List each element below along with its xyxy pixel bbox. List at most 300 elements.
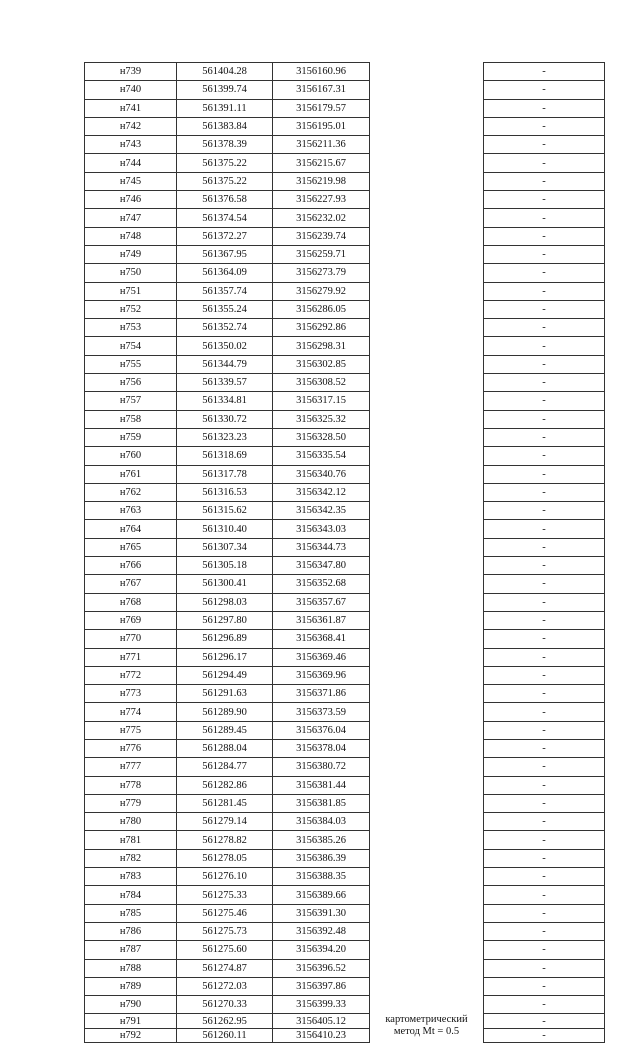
dash-cell: - <box>484 136 605 154</box>
y-coordinate-cell: 3156357.67 <box>273 593 370 611</box>
y-coordinate-cell: 3156399.33 <box>273 996 370 1014</box>
dash-cell: - <box>484 557 605 575</box>
dash-cell: - <box>484 374 605 392</box>
table-row <box>85 520 605 538</box>
determination-method-cell <box>370 264 484 282</box>
y-coordinate-cell: 3156381.44 <box>273 776 370 794</box>
point-name-cell: н783 <box>85 868 177 886</box>
determination-method-cell <box>370 904 484 922</box>
x-coordinate-cell: 561310.40 <box>177 520 273 538</box>
method-line-2: метод Mt = 0.5 <box>393 1025 460 1037</box>
point-name-cell: н748 <box>85 227 177 245</box>
x-coordinate-cell: 561364.09 <box>177 264 273 282</box>
table-row <box>85 538 605 556</box>
dash-cell: - <box>484 538 605 556</box>
dash-cell: - <box>484 941 605 959</box>
point-name-cell: н760 <box>85 447 177 465</box>
dash-cell: - <box>484 117 605 135</box>
point-name-cell: н769 <box>85 611 177 629</box>
dash-cell: - <box>484 739 605 757</box>
point-name-cell: н755 <box>85 355 177 373</box>
point-name-cell: н788 <box>85 959 177 977</box>
y-coordinate-cell: 3156380.72 <box>273 758 370 776</box>
determination-method-cell <box>370 374 484 392</box>
dash-cell: - <box>484 831 605 849</box>
y-coordinate-cell: 3156361.87 <box>273 611 370 629</box>
y-coordinate-cell: 3156389.66 <box>273 886 370 904</box>
x-coordinate-cell: 561260.11 <box>177 1028 273 1043</box>
x-coordinate-cell: 561298.03 <box>177 593 273 611</box>
determination-method-cell <box>370 1014 484 1043</box>
determination-method-cell <box>370 611 484 629</box>
x-coordinate-cell: 561278.82 <box>177 831 273 849</box>
determination-method-cell <box>370 922 484 940</box>
x-coordinate-cell: 561275.60 <box>177 941 273 959</box>
x-coordinate-cell: 561357.74 <box>177 282 273 300</box>
dash-cell: - <box>484 63 605 81</box>
point-name-cell: н780 <box>85 813 177 831</box>
x-coordinate-cell: 561378.39 <box>177 136 273 154</box>
determination-method-cell <box>370 136 484 154</box>
table-row <box>85 392 605 410</box>
point-name-cell: н779 <box>85 794 177 812</box>
determination-method-cell <box>370 941 484 959</box>
x-coordinate-cell: 561317.78 <box>177 465 273 483</box>
point-name-cell: н768 <box>85 593 177 611</box>
table-row <box>85 648 605 666</box>
x-coordinate-cell: 561279.14 <box>177 813 273 831</box>
y-coordinate-cell: 3156211.36 <box>273 136 370 154</box>
dash-cell: - <box>484 154 605 172</box>
table-row <box>85 264 605 282</box>
point-name-cell: н778 <box>85 776 177 794</box>
dash-cell: - <box>484 996 605 1014</box>
y-coordinate-cell: 3156273.79 <box>273 264 370 282</box>
y-coordinate-cell: 3156342.12 <box>273 483 370 501</box>
y-coordinate-cell: 3156344.73 <box>273 538 370 556</box>
point-name-cell: н774 <box>85 703 177 721</box>
point-name-cell: н756 <box>85 374 177 392</box>
table-row <box>85 319 605 337</box>
table-row <box>85 776 605 794</box>
dash-cell: - <box>484 392 605 410</box>
table-row <box>85 611 605 629</box>
determination-method-cell <box>370 849 484 867</box>
y-coordinate-cell: 3156340.76 <box>273 465 370 483</box>
x-coordinate-cell: 561291.63 <box>177 685 273 703</box>
table-row <box>85 337 605 355</box>
point-name-cell: н739 <box>85 63 177 81</box>
determination-method-cell <box>370 758 484 776</box>
coordinates-table-body <box>85 63 605 1043</box>
y-coordinate-cell: 3156325.32 <box>273 410 370 428</box>
x-coordinate-cell: 561297.80 <box>177 611 273 629</box>
table-row <box>85 502 605 520</box>
y-coordinate-cell: 3156335.54 <box>273 447 370 465</box>
x-coordinate-cell: 561352.74 <box>177 319 273 337</box>
x-coordinate-cell: 561399.74 <box>177 81 273 99</box>
dash-cell: - <box>484 81 605 99</box>
x-coordinate-cell: 561383.84 <box>177 117 273 135</box>
y-coordinate-cell: 3156369.96 <box>273 666 370 684</box>
point-name-cell: н777 <box>85 758 177 776</box>
point-name-cell: н750 <box>85 264 177 282</box>
x-coordinate-cell: 561284.77 <box>177 758 273 776</box>
dash-cell: - <box>484 1014 605 1029</box>
dash-cell: - <box>484 886 605 904</box>
y-coordinate-cell: 3156376.04 <box>273 721 370 739</box>
dash-cell: - <box>484 428 605 446</box>
determination-method-cell <box>370 813 484 831</box>
determination-method-cell <box>370 739 484 757</box>
determination-method-cell <box>370 831 484 849</box>
dash-cell: - <box>484 191 605 209</box>
point-name-cell: н745 <box>85 172 177 190</box>
dash-cell: - <box>484 630 605 648</box>
y-coordinate-cell: 3156167.31 <box>273 81 370 99</box>
x-coordinate-cell: 561281.45 <box>177 794 273 812</box>
dash-cell: - <box>484 300 605 318</box>
point-name-cell: н787 <box>85 941 177 959</box>
y-coordinate-cell: 3156195.01 <box>273 117 370 135</box>
point-name-cell: н743 <box>85 136 177 154</box>
y-coordinate-cell: 3156347.80 <box>273 557 370 575</box>
dash-cell: - <box>484 502 605 520</box>
y-coordinate-cell: 3156219.98 <box>273 172 370 190</box>
table-row <box>85 300 605 318</box>
x-coordinate-cell: 561294.49 <box>177 666 273 684</box>
x-coordinate-cell: 561344.79 <box>177 355 273 373</box>
point-name-cell: н764 <box>85 520 177 538</box>
point-name-cell: н752 <box>85 300 177 318</box>
determination-method-cell <box>370 721 484 739</box>
y-coordinate-cell: 3156384.03 <box>273 813 370 831</box>
determination-method-cell <box>370 520 484 538</box>
determination-method-cell <box>370 538 484 556</box>
point-name-cell: н782 <box>85 849 177 867</box>
y-coordinate-cell: 3156381.85 <box>273 794 370 812</box>
determination-method-cell <box>370 959 484 977</box>
y-coordinate-cell: 3156317.15 <box>273 392 370 410</box>
x-coordinate-cell: 561355.24 <box>177 300 273 318</box>
determination-method-cell <box>370 996 484 1014</box>
table-row <box>85 721 605 739</box>
dash-cell: - <box>484 575 605 593</box>
y-coordinate-cell: 3156179.57 <box>273 99 370 117</box>
table-row <box>85 703 605 721</box>
point-name-cell: н759 <box>85 428 177 446</box>
dash-cell: - <box>484 355 605 373</box>
determination-method-cell <box>370 483 484 501</box>
y-coordinate-cell: 3156385.26 <box>273 831 370 849</box>
y-coordinate-cell: 3156160.96 <box>273 63 370 81</box>
x-coordinate-cell: 561276.10 <box>177 868 273 886</box>
table-row <box>85 117 605 135</box>
y-coordinate-cell: 3156410.23 <box>273 1028 370 1043</box>
determination-method-cell <box>370 191 484 209</box>
x-coordinate-cell: 561305.18 <box>177 557 273 575</box>
point-name-cell: н766 <box>85 557 177 575</box>
determination-method-cell <box>370 575 484 593</box>
determination-method-cell <box>370 868 484 886</box>
dash-cell: - <box>484 776 605 794</box>
y-coordinate-cell: 3156286.05 <box>273 300 370 318</box>
dash-cell: - <box>484 337 605 355</box>
x-coordinate-cell: 561315.62 <box>177 502 273 520</box>
x-coordinate-cell: 561262.95 <box>177 1014 273 1029</box>
determination-method-cell <box>370 282 484 300</box>
table-row <box>85 959 605 977</box>
point-name-cell: н773 <box>85 685 177 703</box>
determination-method-cell <box>370 428 484 446</box>
table-row <box>85 63 605 81</box>
table-row <box>85 575 605 593</box>
point-name-cell: н789 <box>85 977 177 995</box>
point-name-cell: н741 <box>85 99 177 117</box>
x-coordinate-cell: 561275.46 <box>177 904 273 922</box>
determination-method-cell <box>370 245 484 263</box>
point-name-cell: н746 <box>85 191 177 209</box>
point-name-cell: н771 <box>85 648 177 666</box>
point-name-cell: н753 <box>85 319 177 337</box>
determination-method-cell <box>370 337 484 355</box>
determination-method-cell <box>370 81 484 99</box>
table-row <box>85 739 605 757</box>
point-name-cell: н781 <box>85 831 177 849</box>
table-row <box>85 191 605 209</box>
point-name-cell: н770 <box>85 630 177 648</box>
method-line-1: картометрический <box>385 1013 468 1025</box>
table-row <box>85 209 605 227</box>
dash-cell: - <box>484 648 605 666</box>
table-row <box>85 630 605 648</box>
point-name-cell: н740 <box>85 81 177 99</box>
table-row <box>85 831 605 849</box>
determination-method-cell <box>370 392 484 410</box>
determination-method-cell <box>370 886 484 904</box>
dash-cell: - <box>484 666 605 684</box>
determination-method-cell <box>370 447 484 465</box>
point-name-cell: н744 <box>85 154 177 172</box>
x-coordinate-cell: 561296.89 <box>177 630 273 648</box>
dash-cell: - <box>484 721 605 739</box>
table-row <box>85 977 605 995</box>
y-coordinate-cell: 3156373.59 <box>273 703 370 721</box>
y-coordinate-cell: 3156298.31 <box>273 337 370 355</box>
dash-cell: - <box>484 1028 605 1043</box>
x-coordinate-cell: 561307.34 <box>177 538 273 556</box>
y-coordinate-cell: 3156369.46 <box>273 648 370 666</box>
table-row <box>85 355 605 373</box>
table-row <box>85 428 605 446</box>
y-coordinate-cell: 3156239.74 <box>273 227 370 245</box>
point-name-cell: н757 <box>85 392 177 410</box>
table-row <box>85 1014 605 1029</box>
point-name-cell: н775 <box>85 721 177 739</box>
point-name-cell: н772 <box>85 666 177 684</box>
table-row <box>85 868 605 886</box>
x-coordinate-cell: 561289.45 <box>177 721 273 739</box>
dash-cell: - <box>484 904 605 922</box>
determination-method-cell <box>370 300 484 318</box>
determination-method-cell <box>370 502 484 520</box>
dash-cell: - <box>484 447 605 465</box>
table-row <box>85 81 605 99</box>
y-coordinate-cell: 3156328.50 <box>273 428 370 446</box>
determination-method-cell <box>370 685 484 703</box>
y-coordinate-cell: 3156378.04 <box>273 739 370 757</box>
y-coordinate-cell: 3156368.41 <box>273 630 370 648</box>
x-coordinate-cell: 561376.58 <box>177 191 273 209</box>
table-row <box>85 922 605 940</box>
determination-method-cell <box>370 593 484 611</box>
table-row <box>85 227 605 245</box>
x-coordinate-cell: 561375.22 <box>177 154 273 172</box>
point-name-cell: н790 <box>85 996 177 1014</box>
point-name-cell: н747 <box>85 209 177 227</box>
table-row <box>85 99 605 117</box>
y-coordinate-cell: 3156302.85 <box>273 355 370 373</box>
dash-cell: - <box>484 245 605 263</box>
table-row <box>85 447 605 465</box>
dash-cell: - <box>484 813 605 831</box>
determination-method-cell <box>370 776 484 794</box>
x-coordinate-cell: 561275.73 <box>177 922 273 940</box>
y-coordinate-cell: 3156397.86 <box>273 977 370 995</box>
y-coordinate-cell: 3156227.93 <box>273 191 370 209</box>
x-coordinate-cell: 561367.95 <box>177 245 273 263</box>
x-coordinate-cell: 561272.03 <box>177 977 273 995</box>
point-name-cell: н762 <box>85 483 177 501</box>
table-row <box>85 410 605 428</box>
x-coordinate-cell: 561282.86 <box>177 776 273 794</box>
dash-cell: - <box>484 227 605 245</box>
determination-method-cell <box>370 703 484 721</box>
x-coordinate-cell: 561350.02 <box>177 337 273 355</box>
y-coordinate-cell: 3156292.86 <box>273 319 370 337</box>
determination-method-cell <box>370 666 484 684</box>
x-coordinate-cell: 561316.53 <box>177 483 273 501</box>
dash-cell: - <box>484 922 605 940</box>
determination-method-cell <box>370 557 484 575</box>
determination-method-cell <box>370 410 484 428</box>
x-coordinate-cell: 561275.33 <box>177 886 273 904</box>
dash-cell: - <box>484 410 605 428</box>
y-coordinate-cell: 3156388.35 <box>273 868 370 886</box>
dash-cell: - <box>484 794 605 812</box>
dash-cell: - <box>484 99 605 117</box>
dash-cell: - <box>484 703 605 721</box>
dash-cell: - <box>484 977 605 995</box>
dash-cell: - <box>484 520 605 538</box>
table-row <box>85 593 605 611</box>
y-coordinate-cell: 3156232.02 <box>273 209 370 227</box>
y-coordinate-cell: 3156259.71 <box>273 245 370 263</box>
coordinates-table <box>84 62 605 1043</box>
dash-cell: - <box>484 465 605 483</box>
y-coordinate-cell: 3156392.48 <box>273 922 370 940</box>
point-name-cell: н742 <box>85 117 177 135</box>
table-row <box>85 557 605 575</box>
dash-cell: - <box>484 868 605 886</box>
point-name-cell: н765 <box>85 538 177 556</box>
table-row <box>85 245 605 263</box>
y-coordinate-cell: 3156371.86 <box>273 685 370 703</box>
dash-cell: - <box>484 209 605 227</box>
table-row <box>85 483 605 501</box>
x-coordinate-cell: 561339.57 <box>177 374 273 392</box>
table-row <box>85 374 605 392</box>
point-name-cell: н785 <box>85 904 177 922</box>
point-name-cell: н767 <box>85 575 177 593</box>
determination-method-cell <box>370 154 484 172</box>
dash-cell: - <box>484 319 605 337</box>
y-coordinate-cell: 3156352.68 <box>273 575 370 593</box>
point-name-cell: н784 <box>85 886 177 904</box>
x-coordinate-cell: 561375.22 <box>177 172 273 190</box>
point-name-cell: н754 <box>85 337 177 355</box>
determination-method-cell <box>370 465 484 483</box>
x-coordinate-cell: 561288.04 <box>177 739 273 757</box>
x-coordinate-cell: 561278.05 <box>177 849 273 867</box>
point-name-cell: н792 <box>85 1028 177 1043</box>
table-row <box>85 685 605 703</box>
dash-cell: - <box>484 959 605 977</box>
y-coordinate-cell: 3156279.92 <box>273 282 370 300</box>
x-coordinate-cell: 561330.72 <box>177 410 273 428</box>
table-row <box>85 849 605 867</box>
determination-method-cell <box>370 630 484 648</box>
determination-method-cell <box>370 977 484 995</box>
dash-cell: - <box>484 282 605 300</box>
dash-cell: - <box>484 483 605 501</box>
point-name-cell: н791 <box>85 1014 177 1029</box>
y-coordinate-cell: 3156215.67 <box>273 154 370 172</box>
determination-method-cell <box>370 209 484 227</box>
point-name-cell: н751 <box>85 282 177 300</box>
point-name-cell: н776 <box>85 739 177 757</box>
determination-method-cell <box>370 794 484 812</box>
table-row <box>85 904 605 922</box>
determination-method-cell <box>370 99 484 117</box>
x-coordinate-cell: 561374.54 <box>177 209 273 227</box>
point-name-cell: н758 <box>85 410 177 428</box>
dash-cell: - <box>484 593 605 611</box>
table-row <box>85 996 605 1014</box>
y-coordinate-cell: 3156386.39 <box>273 849 370 867</box>
x-coordinate-cell: 561289.90 <box>177 703 273 721</box>
x-coordinate-cell: 561334.81 <box>177 392 273 410</box>
x-coordinate-cell: 561300.41 <box>177 575 273 593</box>
x-coordinate-cell: 561404.28 <box>177 63 273 81</box>
table-row <box>85 154 605 172</box>
y-coordinate-cell: 3156396.52 <box>273 959 370 977</box>
dash-cell: - <box>484 172 605 190</box>
dash-cell: - <box>484 264 605 282</box>
table-row <box>85 282 605 300</box>
point-name-cell: н763 <box>85 502 177 520</box>
y-coordinate-cell: 3156342.35 <box>273 502 370 520</box>
table-row <box>85 794 605 812</box>
x-coordinate-cell: 561318.69 <box>177 447 273 465</box>
determination-method-cell <box>370 648 484 666</box>
x-coordinate-cell: 561270.33 <box>177 996 273 1014</box>
table-row <box>85 758 605 776</box>
point-name-cell: н786 <box>85 922 177 940</box>
table-row <box>85 666 605 684</box>
x-coordinate-cell: 561323.23 <box>177 428 273 446</box>
determination-method-cell <box>370 172 484 190</box>
